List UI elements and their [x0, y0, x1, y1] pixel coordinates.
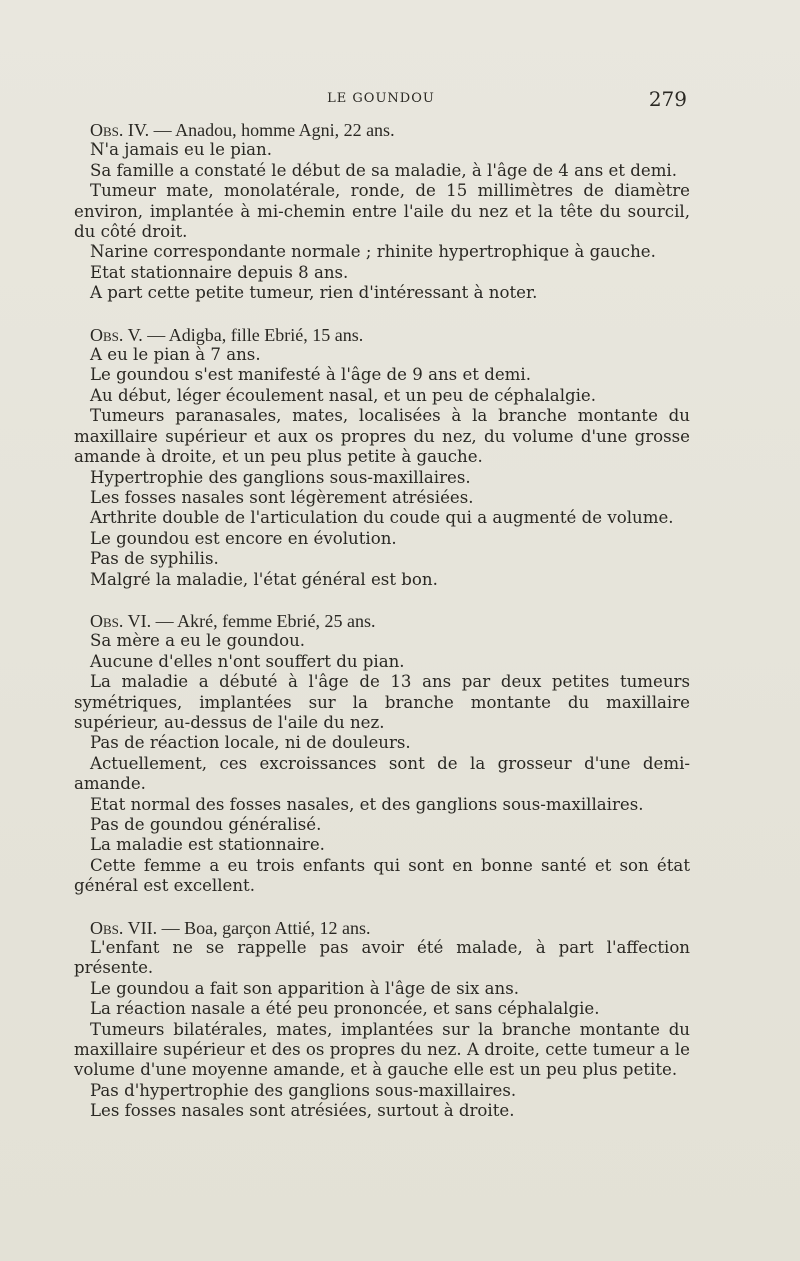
observation-paragraph: Le goundou a fait son apparition à l'âge de six ans.: [90, 978, 519, 998]
observation-label: Obs: [90, 610, 119, 631]
observation-paragraph: La maladie a débuté à l'âge de 13 ans par deux petites tumeurs symétriques, implantées sur la branche montante du maxillaire supérieur, au-dessus de l'aile du nez.: [74, 672, 690, 732]
observation-paragraph: Le goundou est encore en évolution.: [90, 528, 397, 548]
observation-title: . V. — Adigba, fille Ebrié, 15 ans.: [118, 324, 364, 345]
observation-title: . VI. — Akré, femme Ebrié, 25 ans.: [118, 610, 376, 631]
observation-paragraph: Tumeurs paranasales, mates, localisées à la branche montante du maxillaire supérieur et aux os propres du nez, du volume d'une grosse amande à droite, et un peu plus petite à gauche.: [74, 406, 690, 467]
observation-title: . IV. — Anadou, homme Agni, 22 ans.: [118, 120, 395, 140]
observation-paragraph: Arthrite double de l'articulation du coude qui a augmenté de volume.: [90, 508, 674, 528]
observation-paragraph: La maladie est stationnaire.: [90, 835, 325, 855]
observation-paragraph: Les fosses nasales sont atrésiées, surtout à droite.: [90, 1101, 515, 1121]
observation-block: [74, 918, 690, 1122]
observation-paragraph: A eu le pian à 7 ans.: [90, 345, 261, 365]
observation-paragraph: Pas de réaction locale, ni de douleurs.: [90, 733, 411, 753]
observation-label: Obs: [90, 324, 119, 345]
observation-label: Obs: [90, 120, 119, 140]
observation-paragraph: Sa mère a eu le goundou.: [90, 631, 306, 651]
observation-paragraph: A part cette petite tumeur, rien d'intéressant à noter.: [90, 283, 538, 303]
observation-title: . VII. — Boa, garçon Attié, 12 ans.: [118, 917, 371, 938]
observation-paragraph: Pas de syphilis.: [90, 549, 219, 569]
observation-paragraph: Malgré la maladie, l'état général est bon.: [90, 569, 438, 589]
observation-heading: [74, 120, 690, 140]
observation-block: [74, 611, 690, 897]
body-text: [74, 120, 690, 1143]
running-head: [75, 87, 687, 111]
observation-paragraph: Tumeur mate, monolatérale, ronde, de 15 millimètres de diamètre environ, implantée à mi-chemin entre l'aile du nez et la tête du sourcil, du côté droit.: [74, 181, 690, 242]
observation-block: [74, 120, 690, 304]
observation-heading: [74, 611, 690, 631]
observation-paragraph: Au début, léger écoulement nasal, et un peu de céphalalgie.: [90, 385, 597, 405]
observation-paragraph: Narine correspondante normale ; rhinite hypertrophique à gauche.: [90, 242, 656, 262]
page-number: 279: [648, 87, 687, 111]
observation-paragraph: La réaction nasale a été peu prononcée, et sans céphalalgie.: [90, 999, 600, 1019]
observation-paragraph: Les fosses nasales sont légèrement atrésiées.: [90, 487, 474, 507]
observation-paragraph: L'enfant ne se rappelle pas avoir été malade, à part l'affection présente.: [74, 938, 690, 978]
observation-paragraph: Le goundou s'est manifesté à l'âge de 9 ans et demi.: [90, 365, 531, 385]
observation-paragraph: Etat normal des fosses nasales, et des ganglions sous-maxillaires.: [90, 794, 644, 814]
observation-paragraph: Etat stationnaire depuis 8 ans.: [90, 262, 349, 282]
observation-paragraph: N'a jamais eu le pian.: [90, 140, 272, 160]
observation-heading: [74, 918, 690, 938]
observation-paragraph: Sa famille a constaté le début de sa maladie, à l'âge de 4 ans et demi.: [90, 160, 678, 180]
observation-block: [74, 325, 690, 590]
running-title: LE GOUNDOU: [327, 91, 435, 106]
observation-heading: [74, 325, 690, 345]
observation-paragraph: Hypertrophie des ganglions sous-maxillaires.: [90, 467, 471, 487]
observation-paragraph: Cette femme a eu trois enfants qui sont en bonne santé et son état général est excellent.: [74, 855, 690, 896]
observation-paragraph: Tumeurs bilatérales, mates, implantées sur la branche montante du maxillaire supérieur et des os propres du nez. A droite, cette tumeur a le volume d'une moyenne amande, et à gauche elle est un peu plus petite.: [74, 1019, 690, 1080]
observation-paragraph: Pas de goundou généralisé.: [90, 815, 322, 834]
observation-paragraph: Actuellement, ces excroissances sont de la grosseur d'une demi-amande.: [74, 753, 690, 794]
observation-label: Obs: [90, 917, 119, 938]
observation-paragraph: Pas d'hypertrophie des ganglions sous-maxillaires.: [90, 1080, 517, 1100]
observation-paragraph: Aucune d'elles n'ont souffert du pian.: [90, 651, 405, 671]
